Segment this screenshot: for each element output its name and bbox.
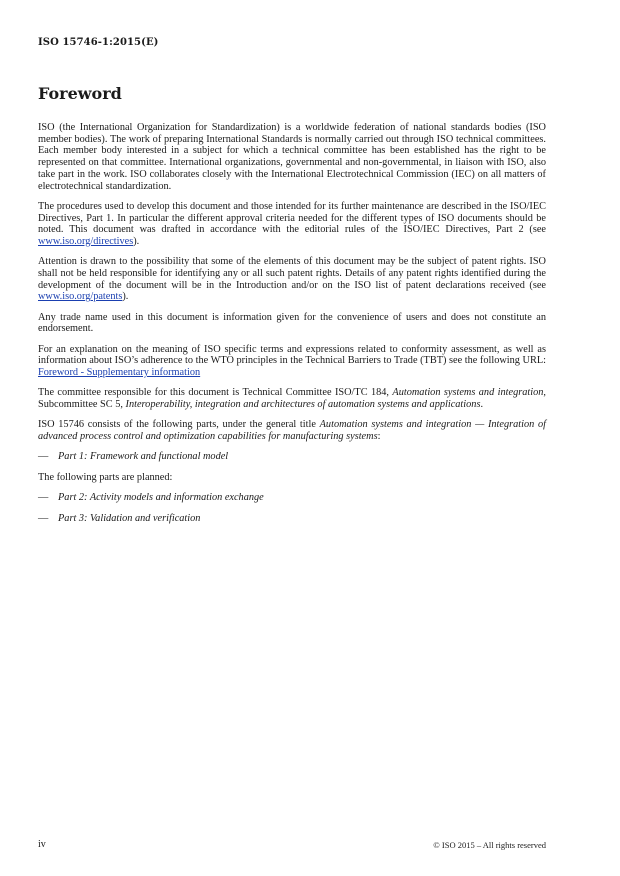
section-title: Foreword xyxy=(38,84,122,103)
paragraph-committee xyxy=(38,387,546,410)
committee-text-a: The committee responsible for this document is Technical Committee ISO/TC 184, xyxy=(38,387,393,399)
paragraph-procedures-end: ). xyxy=(133,235,140,247)
supplementary-info-link[interactable]: Foreword - Supplementary information xyxy=(38,367,201,379)
paragraph-conformity-text: For an explanation on the meaning of ISO specific terms and expressions related to conformity assessment, as well as information about ISO’s adherence to the WTO principles in the Technical Barriers to Trade (TBT) see the following URL: xyxy=(38,343,546,367)
copyright-notice: © ISO 2015 – All rights reserved xyxy=(433,840,546,850)
dash-marker: — xyxy=(38,492,49,504)
parts-text-a: ISO 15746 consists of the following parts, under the general title xyxy=(38,419,320,431)
part-2-title: Part 2: Activity models and information exchange xyxy=(58,492,264,504)
page-number: iv xyxy=(38,839,46,850)
paragraph-trade-name: Any trade name used in this document is information given for the convenience of users and does not constitute an endorsement. xyxy=(38,311,546,335)
paragraph-conformity xyxy=(38,344,546,379)
committee-text-e: . xyxy=(480,399,484,411)
parts-text-c: : xyxy=(377,431,381,443)
patents-link[interactable]: www.iso.org/patents xyxy=(38,291,123,303)
paragraph-patents-text: Attention is drawn to the possibility that some of the elements of this document may be the subject of patent rights. ISO shall not be held responsible for identifying any or all such patent rights. Details of any patent rights identified during the development of the document will be in the Introduction and/or on the ISO list of patent declarations received (see xyxy=(38,256,546,291)
paragraph-procedures-text: The procedures used to develop this document and those intended for its further maintenance are described in the ISO/IEC Directives, Part 1. In particular the different approval criteria needed for the different types of ISO documents should be noted. This document was drafted in accordance with the editorial rules of the ISO/IEC Directives, Part 2 (see xyxy=(38,200,546,236)
paragraph-parts xyxy=(38,419,546,442)
paragraph-procedures xyxy=(38,201,546,248)
paragraph-planned: The following parts are planned: xyxy=(38,471,173,483)
general-title: Automation systems and integration — Integration of advanced process control and optimization capabilities for manufacturing systems xyxy=(38,419,546,443)
subcommittee-name: Interoperability, integration and architectures of automation systems and applications xyxy=(125,399,481,411)
paragraph-iso-intro: ISO (the International Organization for Standardization) is a worldwide federation of national standards bodies (ISO member bodies). The work of preparing International Standards is normally carried out through ISO technical committees. Each member body interested in a subject for which a technical committee has been established has the right to be represented on that committee. International organizations, governmental and non-governmental, in liaison with ISO, also take part in the work. ISO collaborates closely with the International Electrotechnical Commission (IEC) on all matters of electrotechnical standardization. xyxy=(38,122,546,192)
list-item-part-2 xyxy=(38,492,546,504)
document-identifier: ISO 15746-1:2015(E) xyxy=(38,37,159,48)
dash-marker: — xyxy=(38,512,49,524)
paragraph-patents xyxy=(38,256,546,303)
directives-link[interactable]: www.iso.org/directives xyxy=(38,235,134,247)
committee-name: Automation systems and integration xyxy=(392,387,544,399)
foreword-body xyxy=(38,122,546,533)
paragraph-patents-end: ). xyxy=(122,291,129,303)
committee-text-c: , Subcommittee SC 5, xyxy=(38,387,546,411)
dash-marker: — xyxy=(38,451,49,463)
part-1-title: Part 1: Framework and functional model xyxy=(58,451,229,463)
list-item-part-1 xyxy=(38,451,546,463)
part-3-title: Part 3: Validation and verification xyxy=(58,512,201,524)
list-item-part-3 xyxy=(38,513,546,525)
